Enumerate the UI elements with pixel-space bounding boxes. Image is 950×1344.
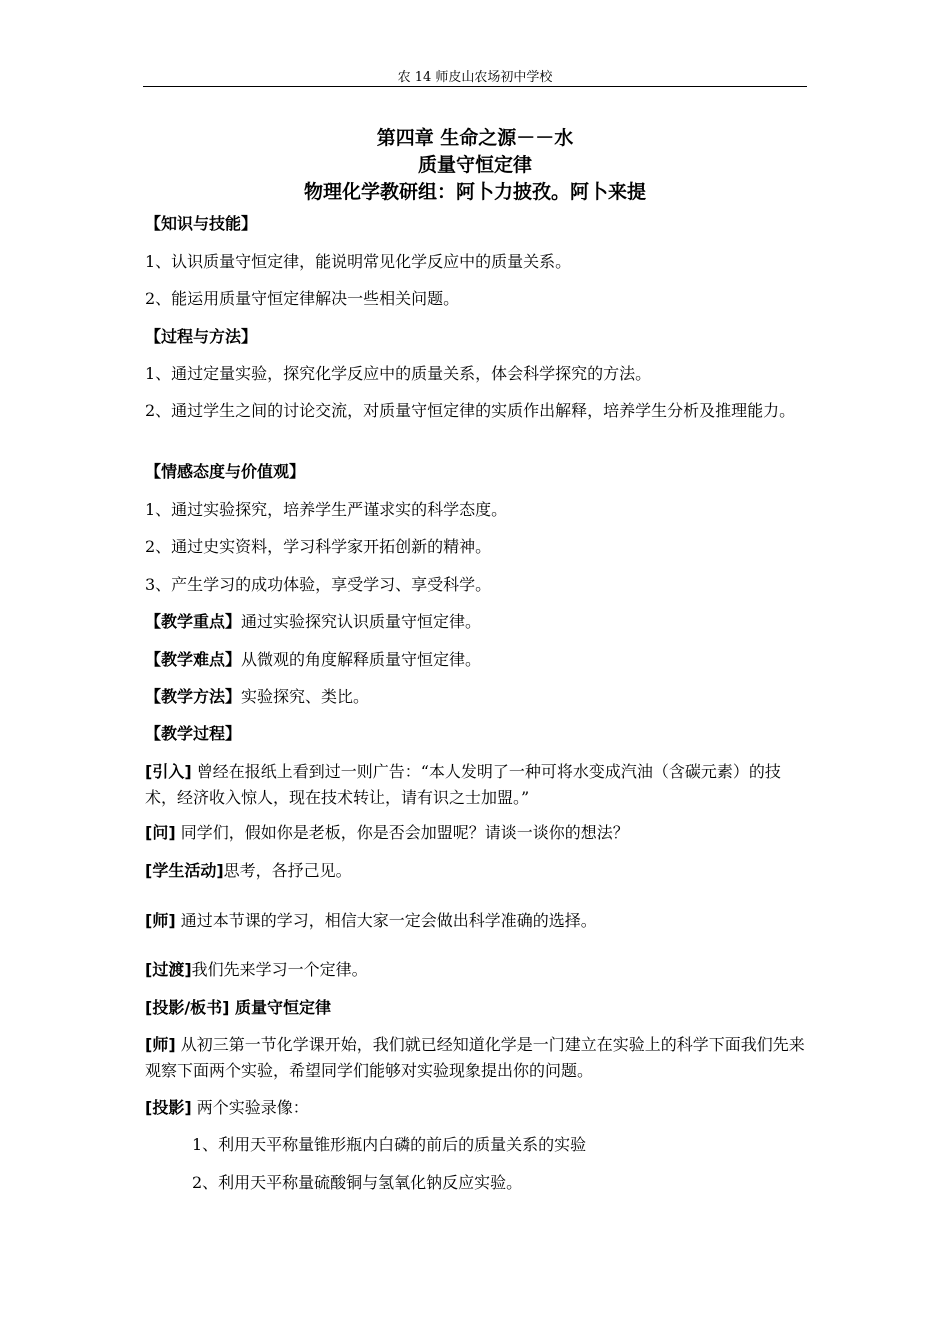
difficulty-label: 【教学难点】	[145, 650, 242, 669]
experiment-item-2: 2、利用天平称量硫酸铜与氢氧化钠反应实验。	[192, 1173, 523, 1192]
teacher-paragraph-2	[145, 1032, 809, 1084]
teacher-label-1: [师]	[145, 911, 176, 930]
emotion-item-1: 1、通过实验探究，培养学生严谨求实的科学态度。	[145, 500, 508, 519]
process-item-1: 1、通过定量实验，探究化学反应中的质量关系，体会科学探究的方法。	[145, 364, 652, 383]
projection-board-label: [投影/板书]	[145, 998, 230, 1017]
teacher-text-1: 通过本节课的学习，相信大家一定会做出科学准确的选择。	[175, 911, 597, 930]
question-label: [问]	[145, 823, 176, 842]
page-header: 农 14 师皮山农场初中学校	[397, 70, 553, 85]
projection-text: 两个实验录像：	[191, 1098, 309, 1117]
experiment-item-1: 1、利用天平称量锥形瓶内白磷的前后的质量关系的实验	[192, 1135, 587, 1154]
emotion-item-3: 3、产生学习的成功体验，享受学习、享受科学。	[145, 575, 492, 594]
key-point	[145, 609, 809, 635]
process-item-2: 2、通过学生之间的讨论交流，对质量守恒定律的实质作出解释，培养学生分析及推理能力。	[145, 401, 796, 420]
transition-text: 我们先来学习一个定律。	[191, 960, 368, 979]
emotion-heading: 【情感态度与价值观】	[145, 462, 306, 481]
process-heading: 【过程与方法】	[145, 327, 258, 346]
method-label: 【教学方法】	[145, 687, 242, 706]
key-point-text: 通过实验探究认识质量守恒定律。	[241, 612, 482, 631]
emotion-item-2: 2、通过史实资料，学习科学家开拓创新的精神。	[145, 537, 492, 556]
method	[145, 684, 809, 710]
student-text: 思考，各抒己见。	[223, 861, 352, 880]
projection-label: [投影]	[145, 1098, 192, 1117]
transition-paragraph	[145, 957, 809, 983]
intro-label: [引入]	[145, 762, 192, 781]
projection-board-text: 质量守恒定律	[229, 998, 332, 1017]
projection-board	[145, 995, 809, 1021]
knowledge-item-2: 2、能运用质量守恒定律解决一些相关问题。	[145, 289, 460, 308]
intro-text: 曾经在报纸上看到过一则广告：“本人发明了一种可将水变成汽油（含碳元素）的技术，经济收入惊人，现在技术转让，请有识之士加盟。”	[145, 762, 781, 807]
knowledge-heading: 【知识与技能】	[145, 214, 258, 233]
method-text: 实验探究、类比。	[241, 687, 370, 706]
header-divider	[143, 86, 807, 87]
transition-label: [过渡]	[145, 960, 192, 979]
difficulty	[145, 647, 809, 673]
teacher-text-2: 从初三第一节化学课开始，我们就已经知道化学是一门建立在实验上的科学下面我们先来观察下面两个实验，希望同学们能够对实验现象提出你的问题。	[145, 1035, 805, 1080]
key-point-label: 【教学重点】	[145, 612, 242, 631]
teaching-group: 物理化学教研组：阿卜力披孜。阿卜来提	[303, 181, 646, 203]
teacher-paragraph-1	[145, 908, 809, 934]
difficulty-text: 从微观的角度解释质量守恒定律。	[241, 650, 482, 669]
question-text: 同学们，假如你是老板，你是否会加盟呢？请谈一谈你的想法？	[175, 823, 629, 842]
chapter-title: 第四章 生命之源－－水	[376, 127, 574, 149]
student-activity	[145, 858, 809, 884]
procedure-heading: 【教学过程】	[145, 724, 242, 743]
lesson-title: 质量守恒定律	[417, 154, 532, 176]
intro-paragraph	[145, 759, 809, 811]
student-label: [学生活动]	[145, 861, 224, 880]
teacher-label-2: [师]	[145, 1035, 176, 1054]
question-paragraph	[145, 820, 809, 846]
projection-paragraph	[145, 1095, 809, 1121]
knowledge-item-1: 1、认识质量守恒定律，能说明常见化学反应中的质量关系。	[145, 252, 572, 271]
